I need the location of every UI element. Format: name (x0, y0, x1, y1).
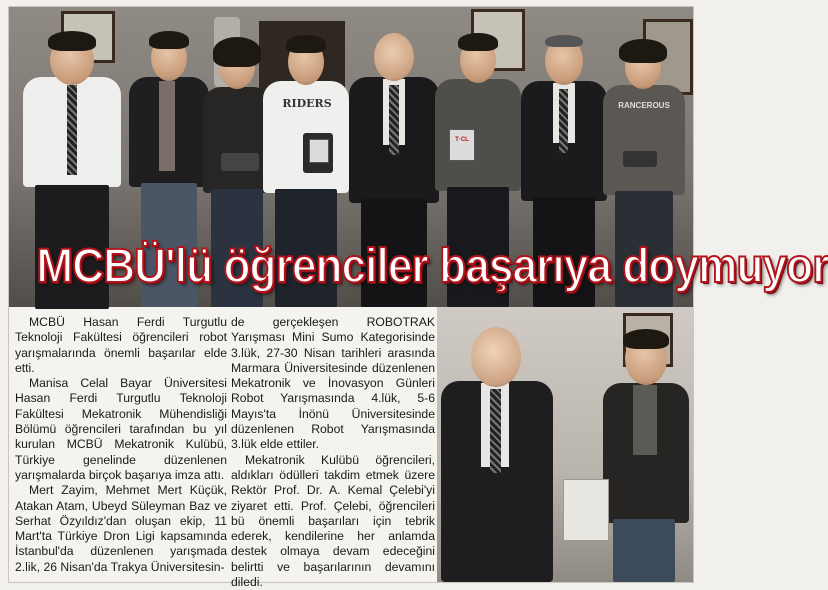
group-photo (9, 7, 828, 307)
trophy-label: T·CL (455, 137, 469, 143)
article-column-2 (231, 315, 435, 590)
paragraph: Manisa Celal Bayar Üniversitesi Hasan Ferdi Turgutlu Teknoloji Fakültesi Mekatronik Mühendisliği Bölümü öğrencileri tarafından bu yıl kurulan MCBÜ Mekatronik Kulübü, Türkiye genelinde düzenlenen yarışmalarda birçok başarıya imza attı. (15, 376, 227, 482)
paragraph: de gerçekleşen ROBOTRAK Yarışması Mini Sumo Kategorisinde 3.lük, 27-30 Nisan tarihleri arasında Marmara Üniversitesinde düzenlenen Mekatronik ve İnovasyon Günleri Robot Yarışmasında 4.lük, 5-6 Mayıs'ta İnönü Üniversitesinde düzenlenen Robot Yarışmasında 3.lük elde ettiler. (231, 315, 435, 452)
person (597, 329, 691, 582)
article-column-1 (15, 315, 227, 575)
article-headline: MCBÜ'lü öğrenciler başarıya doymuyor (36, 240, 828, 293)
award-photo (437, 307, 693, 582)
gift-bag (563, 479, 609, 541)
newspaper-clipping (8, 6, 828, 590)
paragraph: Mekatronik Kulübü öğrencileri, aldıkları ödülleri takdim etmek üzere Rektör Prof. Dr. A. Kemal Çelebi'yi ziyaret etti. Prof. Çelebi, öğrencileri bü önemli başarıları için tebrik ederek, kendilerine her anlamda destek olmaya devam edeceğini belirtti ve başarılarının devamını diledi. (231, 452, 435, 590)
person (441, 323, 559, 582)
paragraph: MCBÜ Hasan Ferdi Turgutlu Teknoloji Fakültesi öğrencileri robot yarışmalarında önemli başarılar elde etti. (15, 315, 227, 375)
shirt-print: RIDERS (282, 97, 332, 110)
tshirt-print: RANCEROUS (618, 101, 670, 110)
paragraph: Mert Zayim, Mehmet Mert Küçük, Atakan Atam, Ubeyd Süleyman Baz ve Serhat Özyıldız'dan oluşan ekip, 11 Mart'ta Türkiye Dron Ligi kapsamında İstanbul'da düzenlenen yarışmada 2.lik, 26 Nisan'da Trakya Üniversitesin- (15, 483, 227, 574)
